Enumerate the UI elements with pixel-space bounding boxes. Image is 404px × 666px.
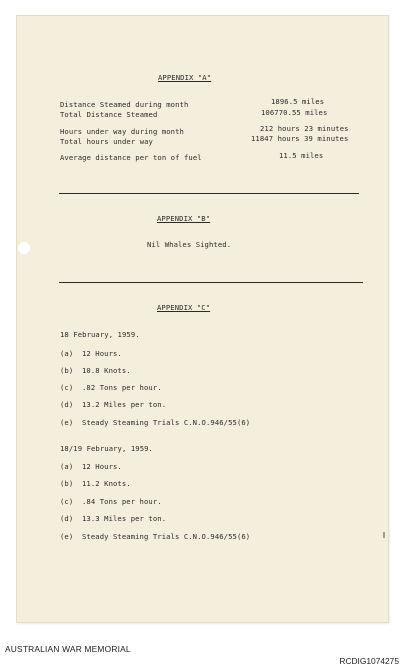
entry-item-text: .82 Tons per hour.: [82, 383, 162, 392]
section-divider: [59, 282, 363, 283]
entry-date: 18 February, 1959.: [60, 330, 140, 339]
entry-item-text: 11.2 Knots.: [82, 479, 131, 488]
page-edge-mark: [383, 532, 385, 538]
entry-item-text: 13.3 Miles per ton.: [82, 514, 167, 523]
entry-item-key: (a): [60, 349, 74, 358]
entry-item-key: (d): [60, 514, 74, 523]
entry-item-text: 13.2 Miles per ton.: [82, 400, 167, 409]
appendix-a-label: Total Distance Steamed: [60, 110, 158, 119]
entry-date: 18/19 February, 1959.: [60, 444, 153, 453]
appendix-a-value: 212 hours 23 minutes: [260, 124, 349, 133]
appendix-a-label: Hours under way during month: [60, 127, 184, 136]
appendix-a-value: 106770.55 miles: [261, 108, 328, 117]
appendix-a-label: Distance Steamed during month: [60, 100, 189, 109]
appendix-a-heading: APPENDIX "A": [158, 73, 212, 82]
section-divider: [59, 193, 359, 194]
entry-item-key: (c): [60, 497, 74, 506]
entry-item-text: 12 Hours.: [82, 349, 122, 358]
appendix-b-text: Nil Whales Sighted.: [147, 240, 232, 249]
reference-code: RCDIG1074275: [339, 656, 399, 666]
appendix-a-value: 1896.5 miles: [271, 97, 325, 106]
appendix-a-label: Total hours under way: [60, 137, 153, 146]
appendix-a-value: 11847 hours 39 minutes: [251, 134, 349, 143]
entry-item-text: 10.8 Knots.: [82, 366, 131, 375]
entry-item-key: (c): [60, 383, 74, 392]
punch-hole: [18, 242, 30, 254]
entry-item-key: (a): [60, 462, 74, 471]
appendix-a-value: 11.5 miles: [279, 151, 324, 160]
entry-item-key: (d): [60, 400, 74, 409]
entry-item-text: Steady Steaming Trials C.N.O.946/55(6): [82, 418, 251, 427]
entry-item-key: (e): [60, 532, 74, 541]
appendix-c-heading: APPENDIX "C": [157, 303, 211, 312]
appendix-b-heading: APPENDIX "B": [157, 214, 211, 223]
entry-item-text: Steady Steaming Trials C.N.O.946/55(6): [82, 532, 251, 541]
entry-item-text: .84 Tons per hour.: [82, 497, 162, 506]
institution-label: AUSTRALIAN WAR MEMORIAL: [5, 644, 131, 654]
appendix-a-label: Average distance per ton of fuel: [60, 153, 202, 162]
entry-item-text: 12 Hours.: [82, 462, 122, 471]
entry-item-key: (b): [60, 479, 74, 488]
entry-item-key: (e): [60, 418, 74, 427]
entry-item-key: (b): [60, 366, 74, 375]
